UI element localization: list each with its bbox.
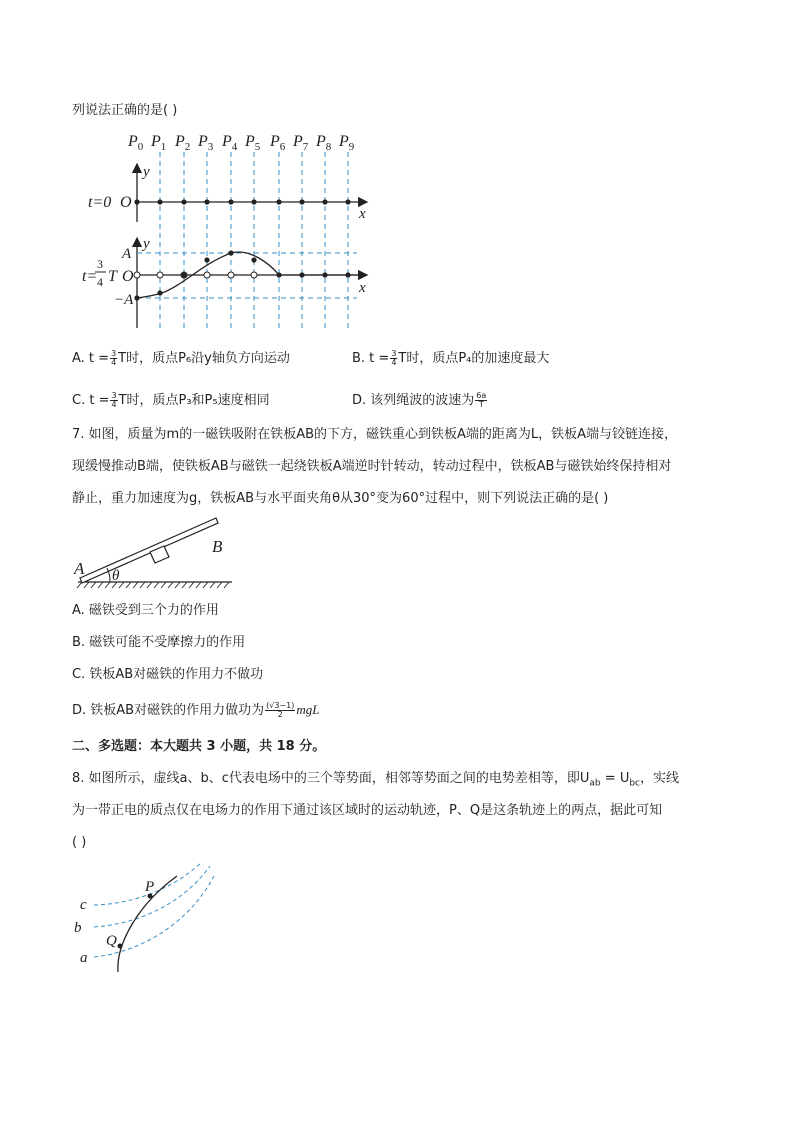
x-axis-label-2: x [359,280,366,296]
point-label-8: $P_8$ [316,133,332,153]
q7-line3: 静止，重力加速度为g，铁板AB与水平面夹角θ从30°变为60°过程中，则下列说法正确的是( ) [72,491,609,506]
point-label-3: $P_3$ [198,133,214,153]
amp-neg-label: −A [114,292,134,308]
q6-wave-figure [80,126,380,338]
point-label-6: $P_6$ [270,133,286,153]
x-axis-label: x [359,206,366,222]
origin-label: O [120,194,132,211]
label-a: A [74,559,85,578]
section-heading: 二、多选题：本大题共 3 小题，共 18 分。 [72,739,326,754]
label-b: b [74,920,82,936]
point-label-5: $P_5$ [245,133,261,153]
q7-option-a[interactable]: A. 磁铁受到三个力的作用 [72,603,219,618]
q8-field-figure [72,860,222,975]
label-p: P [145,879,155,895]
q8-line1: 8. 如图所示，虚线a、b、c代表电场中的三个等势面，相邻等势面之间的电势差相等，即$U_{ab} = U_{bc}$，实线 [72,771,680,789]
point-label-7: $P_7$ [293,133,309,153]
q7-line1: 7. 如图，质量为m的一磁铁吸附在铁板AB的下方，磁铁重心到铁板A端的距离为L，铁板A端与铰链连接， [72,427,678,442]
label-b: B [212,537,223,556]
origin-label-2: O [122,268,134,285]
q8-line2: 为一带正电的质点仅在电场力的作用下通过该区域时的运动轨迹，P、Q是这条轨迹上的两点，据此可知 [72,803,663,818]
q7-option-c[interactable]: C. 铁板AB对磁铁的作用力不做功 [72,667,264,682]
label-q: Q [106,933,117,949]
q6-option-d[interactable]: D. 该列绳波的波速为 $\frac{6a}{T}$ [352,391,487,409]
point-label-0: $P_0$ [128,133,144,153]
q7-option-d[interactable]: D. 铁板AB对磁铁的作用力做功为 $\frac{(√3-1)}{2}$ mgL [72,701,320,719]
q6-option-c[interactable]: C. t = $\frac{3}{4}$ T时，质点P₃和P₅速度相同 [72,391,270,409]
q7-plate-figure [70,512,240,592]
t0-label: t=0 [88,194,112,211]
q6-option-b[interactable]: B. t = $\frac{3}{4}$ T时，质点P₄的加速度最大 [352,349,550,367]
amp-pos-label: A [122,246,132,262]
t1-frac-num: 3 [97,257,103,271]
t1-prefix: t= [82,268,98,285]
y-axis-label: y [143,164,150,180]
q6-option-a[interactable]: A. t = $\frac{3}{4}$ T时，质点P₆沿y轴负方向运动 [72,349,290,367]
point-labels [127,133,355,153]
point-label-4: $P_4$ [222,133,238,153]
point-label-1: $P_1$ [151,133,167,153]
y-axis-label-2: y [143,236,150,252]
point-label-9: $P_9$ [339,133,355,153]
t1-frac-den: 4 [97,275,103,289]
t1-suffix: T [108,268,117,285]
label-theta: θ [112,568,120,584]
point-label-2: $P_2$ [175,133,191,153]
label-a: a [80,950,88,966]
q8-line3: ( ) [72,835,87,850]
q7-option-b[interactable]: B. 磁铁可能不受摩擦力的作用 [72,635,246,650]
label-c: c [80,897,87,913]
q7-line2: 现缓慢推动B端，使铁板AB与磁铁一起绕铁板A端逆时针转动，转动过程中，铁板AB与磁铁始终保持相对 [72,459,672,474]
q6-stem-tail: 列说法正确的是( ) [72,103,178,118]
